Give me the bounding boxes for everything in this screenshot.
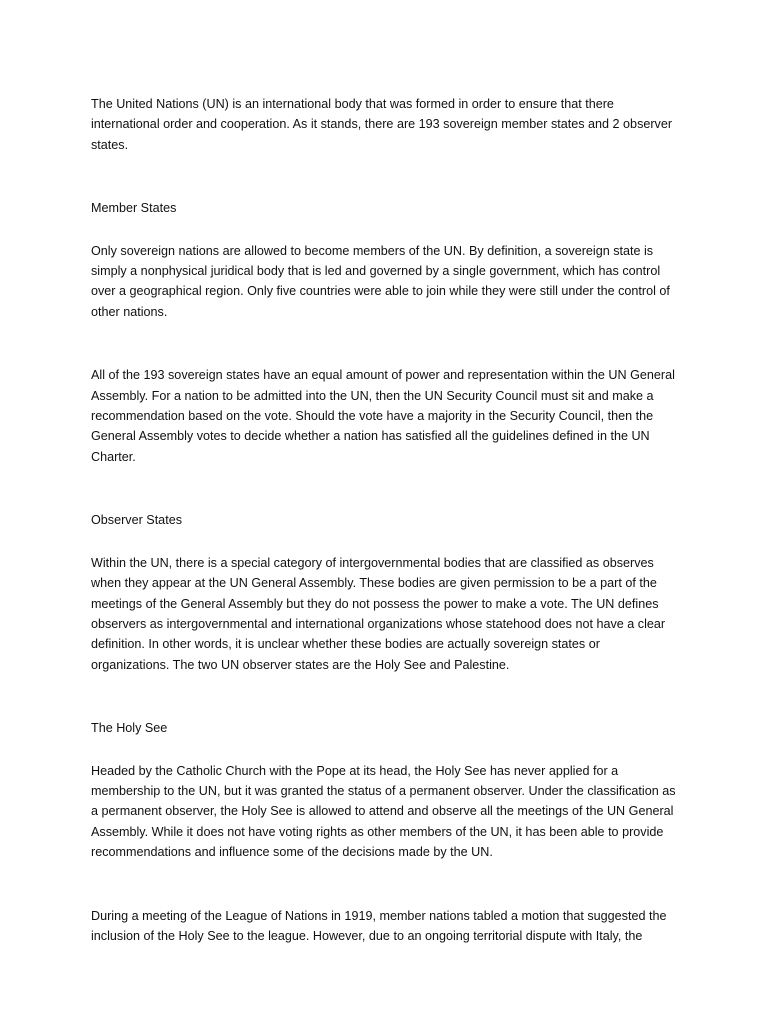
section-heading-holy-see: The Holy See bbox=[91, 721, 168, 736]
spacer bbox=[91, 863, 681, 906]
section-heading-member-states: Member States bbox=[91, 201, 177, 216]
spacer bbox=[91, 155, 681, 198]
holy-see-paragraph-1: Headed by the Catholic Church with the Pope at its head, the Holy See has never applied for a membership to the UN, but it was granted the status of a permanent observer. Under the classification as a permanent observer, the Holy See is allowed to attend and observe all the meetings of the UN General Assembly. While it does not have voting rights as other members of the UN, it has been able to provide recommendations and influence some of the decisions made by the UN. bbox=[91, 763, 676, 860]
spacer bbox=[91, 322, 681, 365]
member-states-paragraph-2: All of the 193 sovereign states have an equal amount of power and representation within the UN General Assembly. For a nation to be admitted into the UN, then the UN Security Council must sit and make a recommendation based on the vote. Should the vote have a majority in the Security Council, then the General Assembly votes to decide whether a nation has satisfied all the guidelines defined in the UN Charter. bbox=[91, 368, 675, 464]
intro-paragraph: The United Nations (UN) is an international body that was formed in order to ensure that there international order and cooperation. As it stands, there are 193 sovereign member states and 2 observer states. bbox=[91, 97, 673, 152]
observer-states-paragraph: Within the UN, there is a special category of intergovernmental bodies that are classified as observes when they appear at the UN General Assembly. These bodies are given permission to be a part of the meetings of the General Assembly but they do not possess the power to make a vote. The UN defines observers as intergovernmental and international organizations whose statehood does not have a clear definition. In other words, it is unclear whether these bodies are actually sovereign states or organizations. The two UN observer states are the Holy See and Palestine. bbox=[91, 555, 666, 672]
document-page bbox=[91, 94, 681, 946]
member-states-paragraph-1: Only sovereign nations are allowed to become members of the UN. By definition, a sovereign state is simply a nonphysical juridical body that is led and governed by a single government, which has control over a geographical region. Only five countries were able to join while they were still under the control of other nations. bbox=[91, 243, 670, 319]
spacer bbox=[91, 531, 681, 553]
section-heading-observer-states: Observer States bbox=[91, 513, 182, 528]
spacer bbox=[91, 739, 681, 761]
spacer bbox=[91, 675, 681, 718]
spacer bbox=[91, 219, 681, 241]
spacer bbox=[91, 467, 681, 510]
holy-see-paragraph-2: During a meeting of the League of Nations in 1919, member nations tabled a motion that suggested the inclusion of the Holy See to the league. However, due to an ongoing territorial dispute with Italy, the bbox=[91, 908, 667, 943]
